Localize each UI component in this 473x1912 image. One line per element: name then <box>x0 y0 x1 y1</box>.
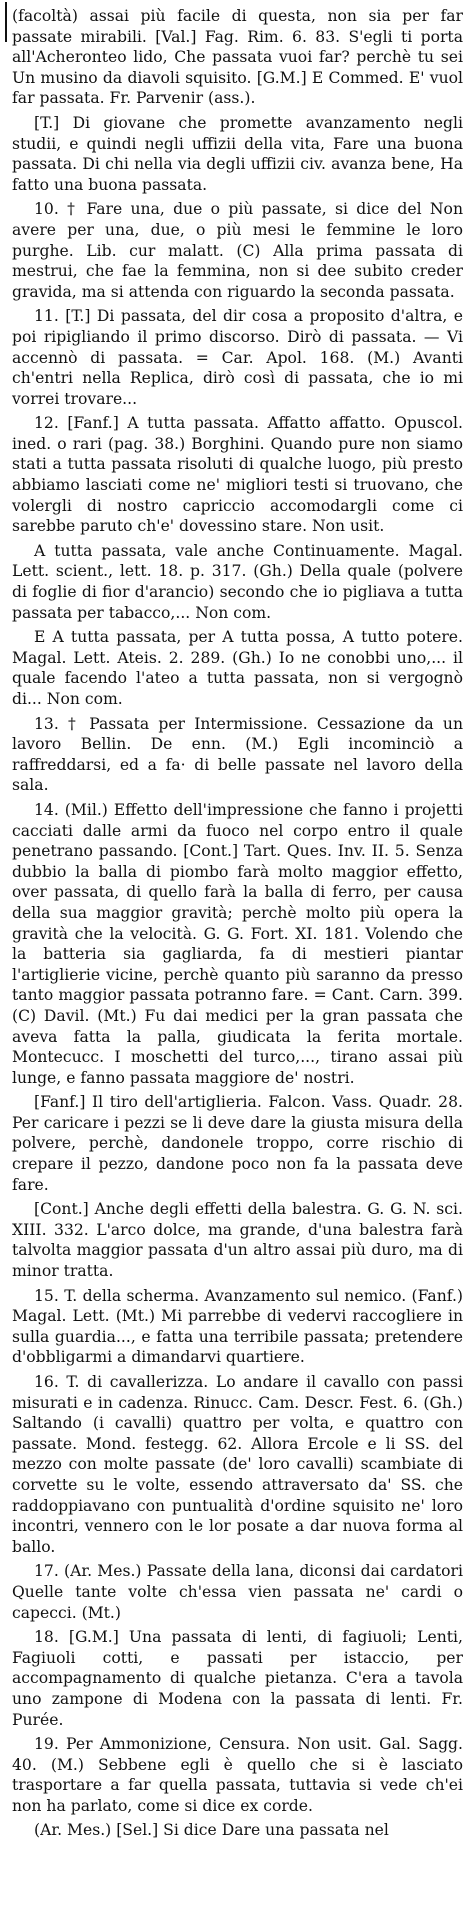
entry-sense-19: 19. Per Ammonizione, Censura. Non usit. Gal. Sagg. 40. (M.) Sebbene egli è quello che si è lasciato trasportare a far quella passata, tuttavia si vede ch'ei non ha parlato, come si dice ex corde. <box>12 1735 463 1815</box>
entry-subsense: [T.] Di giovane che promette avanzamento negli studii, e quindi negli uffizii della vita, Fare una buona passata. Di chi nella via degli uffizii civ. avanza bene, Ha fatto una buona passata. <box>12 113 463 194</box>
entry-continuation: (facoltà) assai più facile di questa, non sia per far passate mirabili. [Val.] Fag. Rim. 6. 83. S'egli ti porta all'Acheronteo lido, Che passata vuoi far? perchè tu sei Un musino da diavoli squisito. [G.M.] E Commed. E' vuol far passata. Fr. Parvenir (ass.). <box>12 7 463 108</box>
entry-sense-13: 13. † Passata per Intermissione. Cessazione da un lavoro Bellin. De enn. (M.) Egli incominciò a raffreddarsi, ed a fa· di belle passate nel lavoro della sala. <box>12 714 463 795</box>
entry-sense-12: 12. [Fanf.] A tutta passata. Affatto affatto. Opuscol. ined. o rari (pag. 38.) Borghini. Quando pure non siamo stati a tutta passata risoluti di qualche luogo, più presto abbiamo lasciati come ne' migliori testi si truovano, che volergli di nostro capriccio accomodargli come ci sarebbe paruto ch'e' dovessino stare. Non usit. <box>12 414 463 536</box>
entry-subsense: (Ar. Mes.) [Sel.] Si dice Dare una passata nel <box>34 1821 389 1840</box>
entry-sense-14: 14. (Mil.) Effetto dell'impressione che fanno i projetti cacciati dalle armi da fuoco nel corpo entro il quale penetrano passando. [Cont.] Tart. Ques. Inv. II. 5. Senza dubbio la balla di piombo farà molto maggior effetto, over passata, di quello farà la balla di ferro, per causa della sua maggior gravità; perchè molto più opera la gravità che la velocità. G. G. Fort. XI. 181. Volendo che la batteria sia gagliarda, fa di mestieri piantar l'artiglierie vicine, perchè quanto più saranno da presso tanto maggior passata potranno fare. = Cant. Carn. 399. (C) Davil. (Mt.) Fu dai medici per la gran passata che aveva fatta la palla, giudicata la ferita mortale. Montecucc. I moschetti del turco,..., tirano assai più lunge, e fanno passata maggiore de' nostri. <box>12 800 463 1087</box>
entry-subsense: A tutta passata, vale anche Continuamente. Magal. Lett. scient., lett. 18. p. 317. (Gh.) Della quale (polvere di foglie di fior d'arancio) secondo che io pigliava a tutta passata per tabacco,... Non com. <box>12 541 463 622</box>
entry-sense-15: 15. T. della scherma. Avanzamento sul nemico. (Fanf.) Magal. Lett. (Mt.) Mi parrebbe di vedervi raccogliere in sulla guardia..., e fatta una terribile passata; pretendere d'obbligarmi a dimandarvi quartiere. <box>12 1286 463 1367</box>
entry-subsense: E A tutta passata, per A tutta possa, A tutto potere. Magal. Lett. Ateis. 2. 289. (Gh.) Io ne conobbi uno,... il quale facendo l'ateo a tutta passata, non si vergognò di... Non com. <box>12 628 463 708</box>
entry-subsense: [Cont.] Anche degli effetti della balestra. G. G. N. sci. XIII. 332. L'arco dolce, ma grande, d'una balestra farà talvolta maggior passata d'un altro assai più duro, ma di minor tratta. <box>12 1200 463 1281</box>
entry-sense-18: 18. [G.M.] Una passata di lenti, di fagiuoli; Lenti, Fagiuoli cotti, e passati per istaccio, per accompagnamento di qualche pietanza. C'era a tavola uno zampone di Modena con la passata di lenti. Fr. Purée. <box>12 1628 463 1729</box>
column-rule <box>5 2 7 42</box>
entry-subsense: [Fanf.] Il tiro dell'artiglieria. Falcon. Vass. Quadr. 28. Per caricare i pezzi se li deve dare la giusta misura della polvere, perchè, dandonele troppo, corre rischio di crepare il pezzo, dandone poco non fa la passata deve fare. <box>12 1093 463 1194</box>
entry-sense-16: 16. T. di cavallerizza. Lo andare il cavallo con passi misurati e in cadenza. Rinucc. Cam. Descr. Fest. 6. (Gh.) Saltando (i cavalli) quattro per volta, e quattro con passate. Mond. festegg. 62. Allora Ercole e li SS. del mezzo con molte passate (de' loro cavalli) scambiate di corvette su le volte, essendo attraversato da' SS. che raddoppiavano con puntualità d'ordine squisito ne' loro incontri, vennero con le lor posate a dar nuova forma al ballo. <box>12 1373 463 1556</box>
entry-sense-10: 10. † Fare una, due o più passate, si dice del Non avere per una, due, o più mesi le femmine le loro purghe. Lib. cur malatt. (C) Alla prima passata di mestrui, che fae la femmina, non si dee subito creder gravida, ma si attenda con riguardo la seconda passata. <box>12 200 463 301</box>
entry-sense-17: 17. (Ar. Mes.) Passate della lana, diconsi dai cardatori Quelle tante volte ch'essa vien passata ne' cardi o capecci. (Mt.) <box>12 1562 463 1622</box>
entry-sense-11: 11. [T.] Di passata, del dir cosa a proposito d'altra, e poi ripigliando il primo discorso. Dirò di passata. — Vi accennò di passata. = Car. Apol. 168. (M.) Avanti ch'entri nella Replica, dirò così di passata, che io mi vorrei trovare... <box>12 307 463 408</box>
